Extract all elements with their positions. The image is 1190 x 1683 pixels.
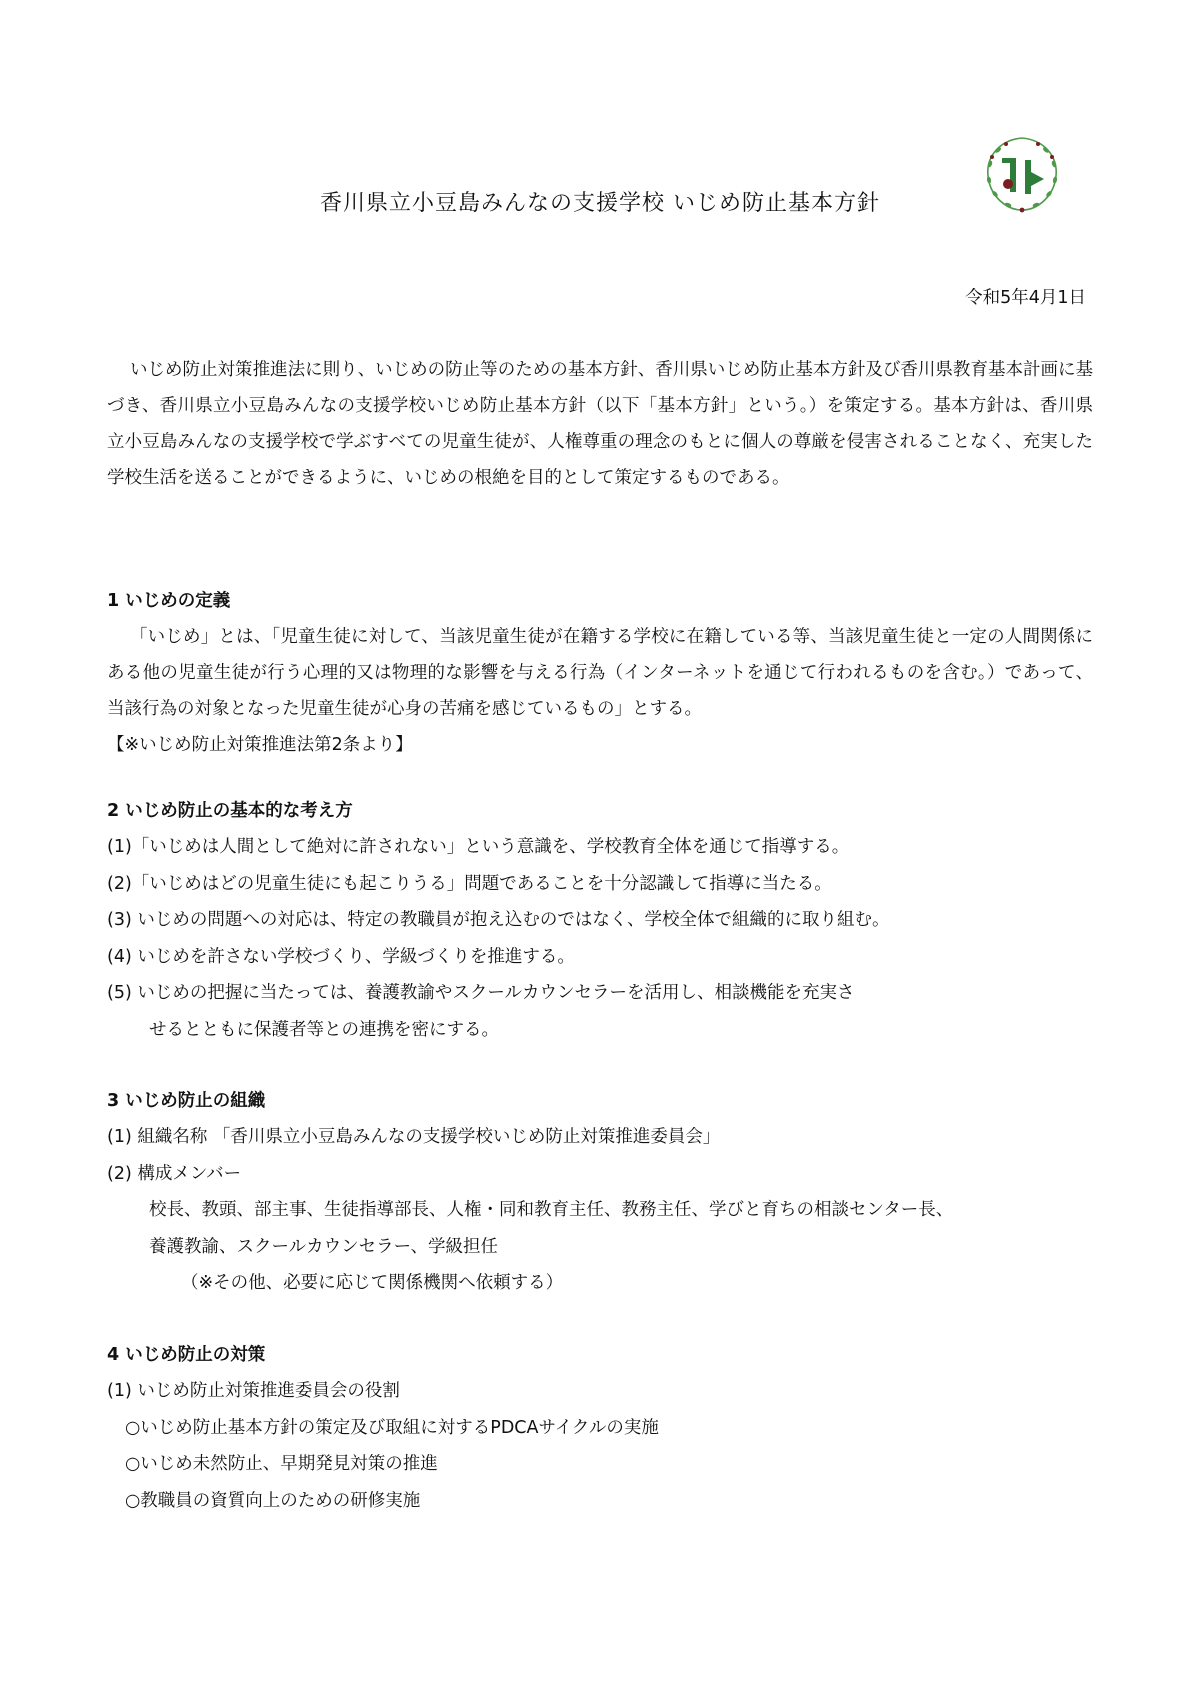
list-item: (5) いじめの把握に当たっては、養護教諭やスクールカウンセラーを活用し、相談機能を充実さ [107, 983, 855, 1003]
document-date: 令和5年4月1日 [965, 288, 1086, 308]
definition-source: 【※いじめ防止対策推進法第2条より】 [107, 735, 413, 755]
list-item-continuation: せるとともに保護者等との連携を密にする。 [149, 1019, 499, 1040]
section-heading: 4 いじめ防止の対策 [107, 1345, 266, 1365]
list-item: (4) いじめを許さない学校づくり、学級づくりを推進する。 [107, 946, 575, 967]
members-label: (2) 構成メンバー [107, 1163, 242, 1184]
subsection-title: (1) いじめ防止対策推進委員会の役割 [107, 1381, 400, 1401]
section-measures [107, 1337, 1093, 1519]
section-heading: 3 いじめ防止の組織 [107, 1091, 266, 1111]
members-list: 校長、教頭、部主事、生徒指導部長、人権・同和教育主任、教務主任、学びと育ちの相談センター長、 [149, 1200, 954, 1220]
definition-paragraph: 「いじめ」とは、「児童生徒に対して、当該児童生徒が在籍する学校に在籍している等、当該児童生徒と一定の人間関係にある他の児童生徒が行う心理的又は物理的な影響を与える行為（インターネットを通じて行われるものを含む。）であって、当該行為の対象となった児童生徒が心身の苦痛を感じているもの」とする。 [107, 627, 1093, 719]
intro-paragraph: いじめ防止対策推進法に則り、いじめの防止等のための基本方針、香川県いじめ防止基本方針及び香川県教育基本計画に基づき、香川県立小豆島みんなの支援学校いじめ防止基本方針（以下「基本方針」という。）を策定する。基本方針は、香川県立小豆島みんなの支援学校で学ぶすべての児童生徒が、人権尊重の理念のもとに個人の尊厳を侵害されることなく、充実した学校生活を送ることができるように、いじめの根絶を目的として策定するものである。 [107, 360, 1093, 488]
role-item: ○教職員の資質向上のための研修実施 [125, 1490, 421, 1511]
list-item: (1)「いじめは人間として絶対に許されない」という意識を、学校教育全体を通じて指導する。 [107, 837, 850, 857]
section-heading: 1 いじめの定義 [107, 591, 231, 611]
role-item: ○いじめ防止基本方針の策定及び取組に対するPDCAサイクルの実施 [125, 1417, 659, 1438]
section-definition [107, 583, 1093, 763]
section-organization [107, 1083, 1093, 1302]
members-note: （※その他、必要に応じて関係機関へ依頼する） [181, 1273, 564, 1293]
document-title: 香川県立小豆島みんなの支援学校 いじめ防止基本方針 [320, 191, 880, 216]
list-item: (2)「いじめはどの児童生徒にも起こりうる」問題であることを十分認識して指導に当たる。 [107, 873, 832, 894]
list-item: (3) いじめの問題への対応は、特定の教職員が抱え込むのではなく、学校全体で組織的に取り組む。 [107, 910, 890, 930]
section-basic-approach [107, 793, 1093, 1048]
role-item: ○いじめ未然防止、早期発見対策の推進 [125, 1454, 438, 1474]
members-list: 養護教諭、スクールカウンセラー、学級担任 [149, 1236, 498, 1257]
org-name: (1) 組織名称 「香川県立小豆島みんなの支援学校いじめ防止対策推進委員会」 [107, 1127, 721, 1147]
section-heading: 2 いじめ防止の基本的な考え方 [107, 801, 353, 821]
